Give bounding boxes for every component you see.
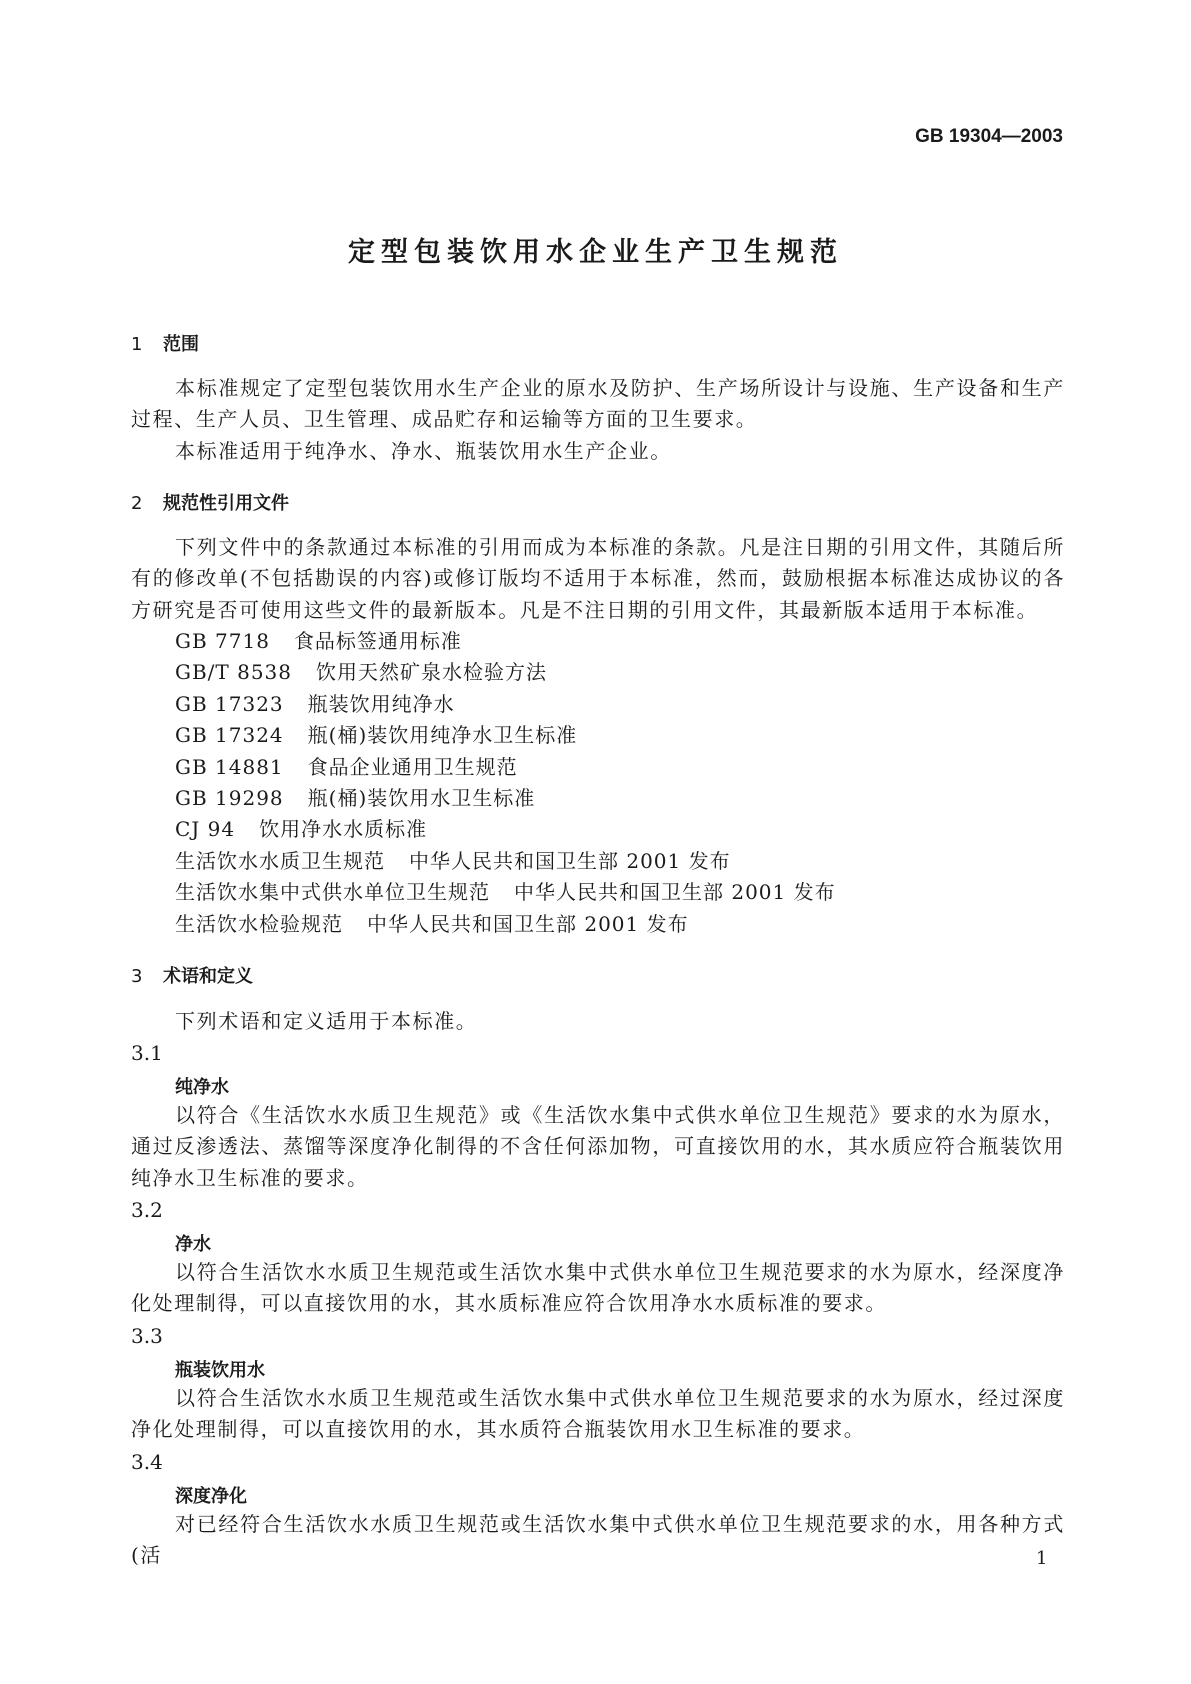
clause-number: 3.2 [131, 1198, 163, 1222]
reference-code: GB 19298 [175, 786, 284, 811]
paragraph: 本标准规定了定型包装饮用水生产企业的原水及防护、生产场所设计与设施、生产设备和生产过程、生产人员、卫生管理、成品贮存和运输等方面的卫生要求。 [131, 376, 1065, 432]
term-title: 深度净化 [175, 1486, 247, 1507]
section-title: 术语和定义 [163, 966, 253, 987]
reference-item [175, 657, 836, 688]
reference-code: GB/T 8538 [175, 660, 293, 685]
reference-code: GB 14881 [175, 754, 284, 779]
term-title: 纯净水 [175, 1077, 229, 1098]
section-number: 2 [131, 493, 143, 514]
reference-title: 中华人民共和国卫生部 2001 发布 [514, 880, 836, 905]
term-definition: 以符合生活饮水水质卫生规范或生活饮水集中式供水单位卫生规范要求的水为原水，经过深度净化处理制得，可以直接饮用的水，其水质符合瓶装饮用水卫生标准的要求。 [131, 1386, 1065, 1442]
reference-list [175, 626, 836, 940]
reference-code: GB 17323 [175, 691, 284, 716]
reference-title: 饮用净水水质标准 [259, 817, 428, 842]
reference-code: 生活饮水集中式供水单位卫生规范 [175, 880, 490, 905]
reference-item [175, 909, 836, 940]
reference-item [175, 689, 836, 720]
section-heading-1 [131, 330, 199, 356]
reference-code: 生活饮水检验规范 [175, 911, 343, 936]
document-title: 定型包装饮用水企业生产卫生规范 [348, 237, 843, 268]
reference-title: 食品标签通用标准 [293, 629, 462, 653]
section-heading-2 [131, 489, 289, 515]
reference-item [175, 752, 836, 783]
section-number: 1 [131, 334, 143, 355]
reference-code: CJ 94 [175, 817, 236, 842]
reference-item [175, 814, 836, 845]
reference-title: 食品企业通用卫生规范 [307, 754, 518, 779]
clause-number: 3.1 [131, 1041, 163, 1065]
section-title: 范围 [163, 334, 199, 355]
reference-title: 瓶(桶)装饮用水卫生标准 [307, 786, 536, 811]
reference-item [175, 783, 836, 814]
reference-code: 生活饮水水质卫生规范 [175, 848, 385, 873]
page-number: 1 [1036, 1548, 1048, 1569]
reference-title: 中华人民共和国卫生部 2001 发布 [409, 848, 731, 873]
standard-number: GB 19304—2003 [915, 126, 1063, 147]
reference-item [175, 720, 836, 751]
clause-number: 3.3 [131, 1324, 163, 1348]
reference-item [175, 877, 836, 908]
reference-title: 瓶装饮用纯净水 [307, 691, 455, 716]
term-title: 净水 [175, 1234, 211, 1255]
term-definition: 对已经符合生活饮水水质卫生规范或生活饮水集中式供水单位卫生规范要求的水，用各种方式(活 [131, 1512, 1065, 1568]
section-number: 3 [131, 966, 143, 987]
reference-title: 中华人民共和国卫生部 2001 发布 [367, 911, 689, 936]
section-heading-3 [131, 962, 253, 988]
term-definition: 以符合《生活饮水水质卫生规范》或《生活饮水集中式供水单位卫生规范》要求的水为原水，通过反渗透法、蒸馏等深度净化制得的不含任何添加物，可直接饮用的水，其水质应符合瓶装饮用纯净水卫生标准的要求。 [131, 1103, 1065, 1190]
paragraph: 下列术语和定义适用于本标准。 [175, 1009, 478, 1033]
reference-title: 饮用天然矿泉水检验方法 [316, 660, 548, 685]
term-title: 瓶装饮用水 [175, 1360, 265, 1381]
reference-item [175, 846, 836, 877]
section-title: 规范性引用文件 [163, 493, 289, 514]
term-definition: 以符合生活饮水水质卫生规范或生活饮水集中式供水单位卫生规范要求的水为原水，经深度净化处理制得，可以直接饮用的水，其水质标准应符合饮用净水水质标准的要求。 [131, 1260, 1065, 1316]
paragraph: 本标准适用于纯净水、净水、瓶装饮用水生产企业。 [175, 439, 672, 463]
reference-code: GB 17324 [175, 723, 284, 748]
reference-code: GB 7718 [175, 629, 270, 653]
reference-item [175, 626, 836, 657]
reference-title: 瓶(桶)装饮用纯净水卫生标准 [307, 723, 578, 748]
paragraph: 下列文件中的条款通过本标准的引用而成为本标准的条款。凡是注日期的引用文件，其随后所有的修改单(不包括勘误的内容)或修订版均不适用于本标准，然而，鼓励根据本标准达成协议的各方研究是否可使用这些文件的最新版本。凡是不注日期的引用文件，其最新版本适用于本标准。 [131, 535, 1065, 622]
clause-number: 3.4 [131, 1450, 163, 1474]
